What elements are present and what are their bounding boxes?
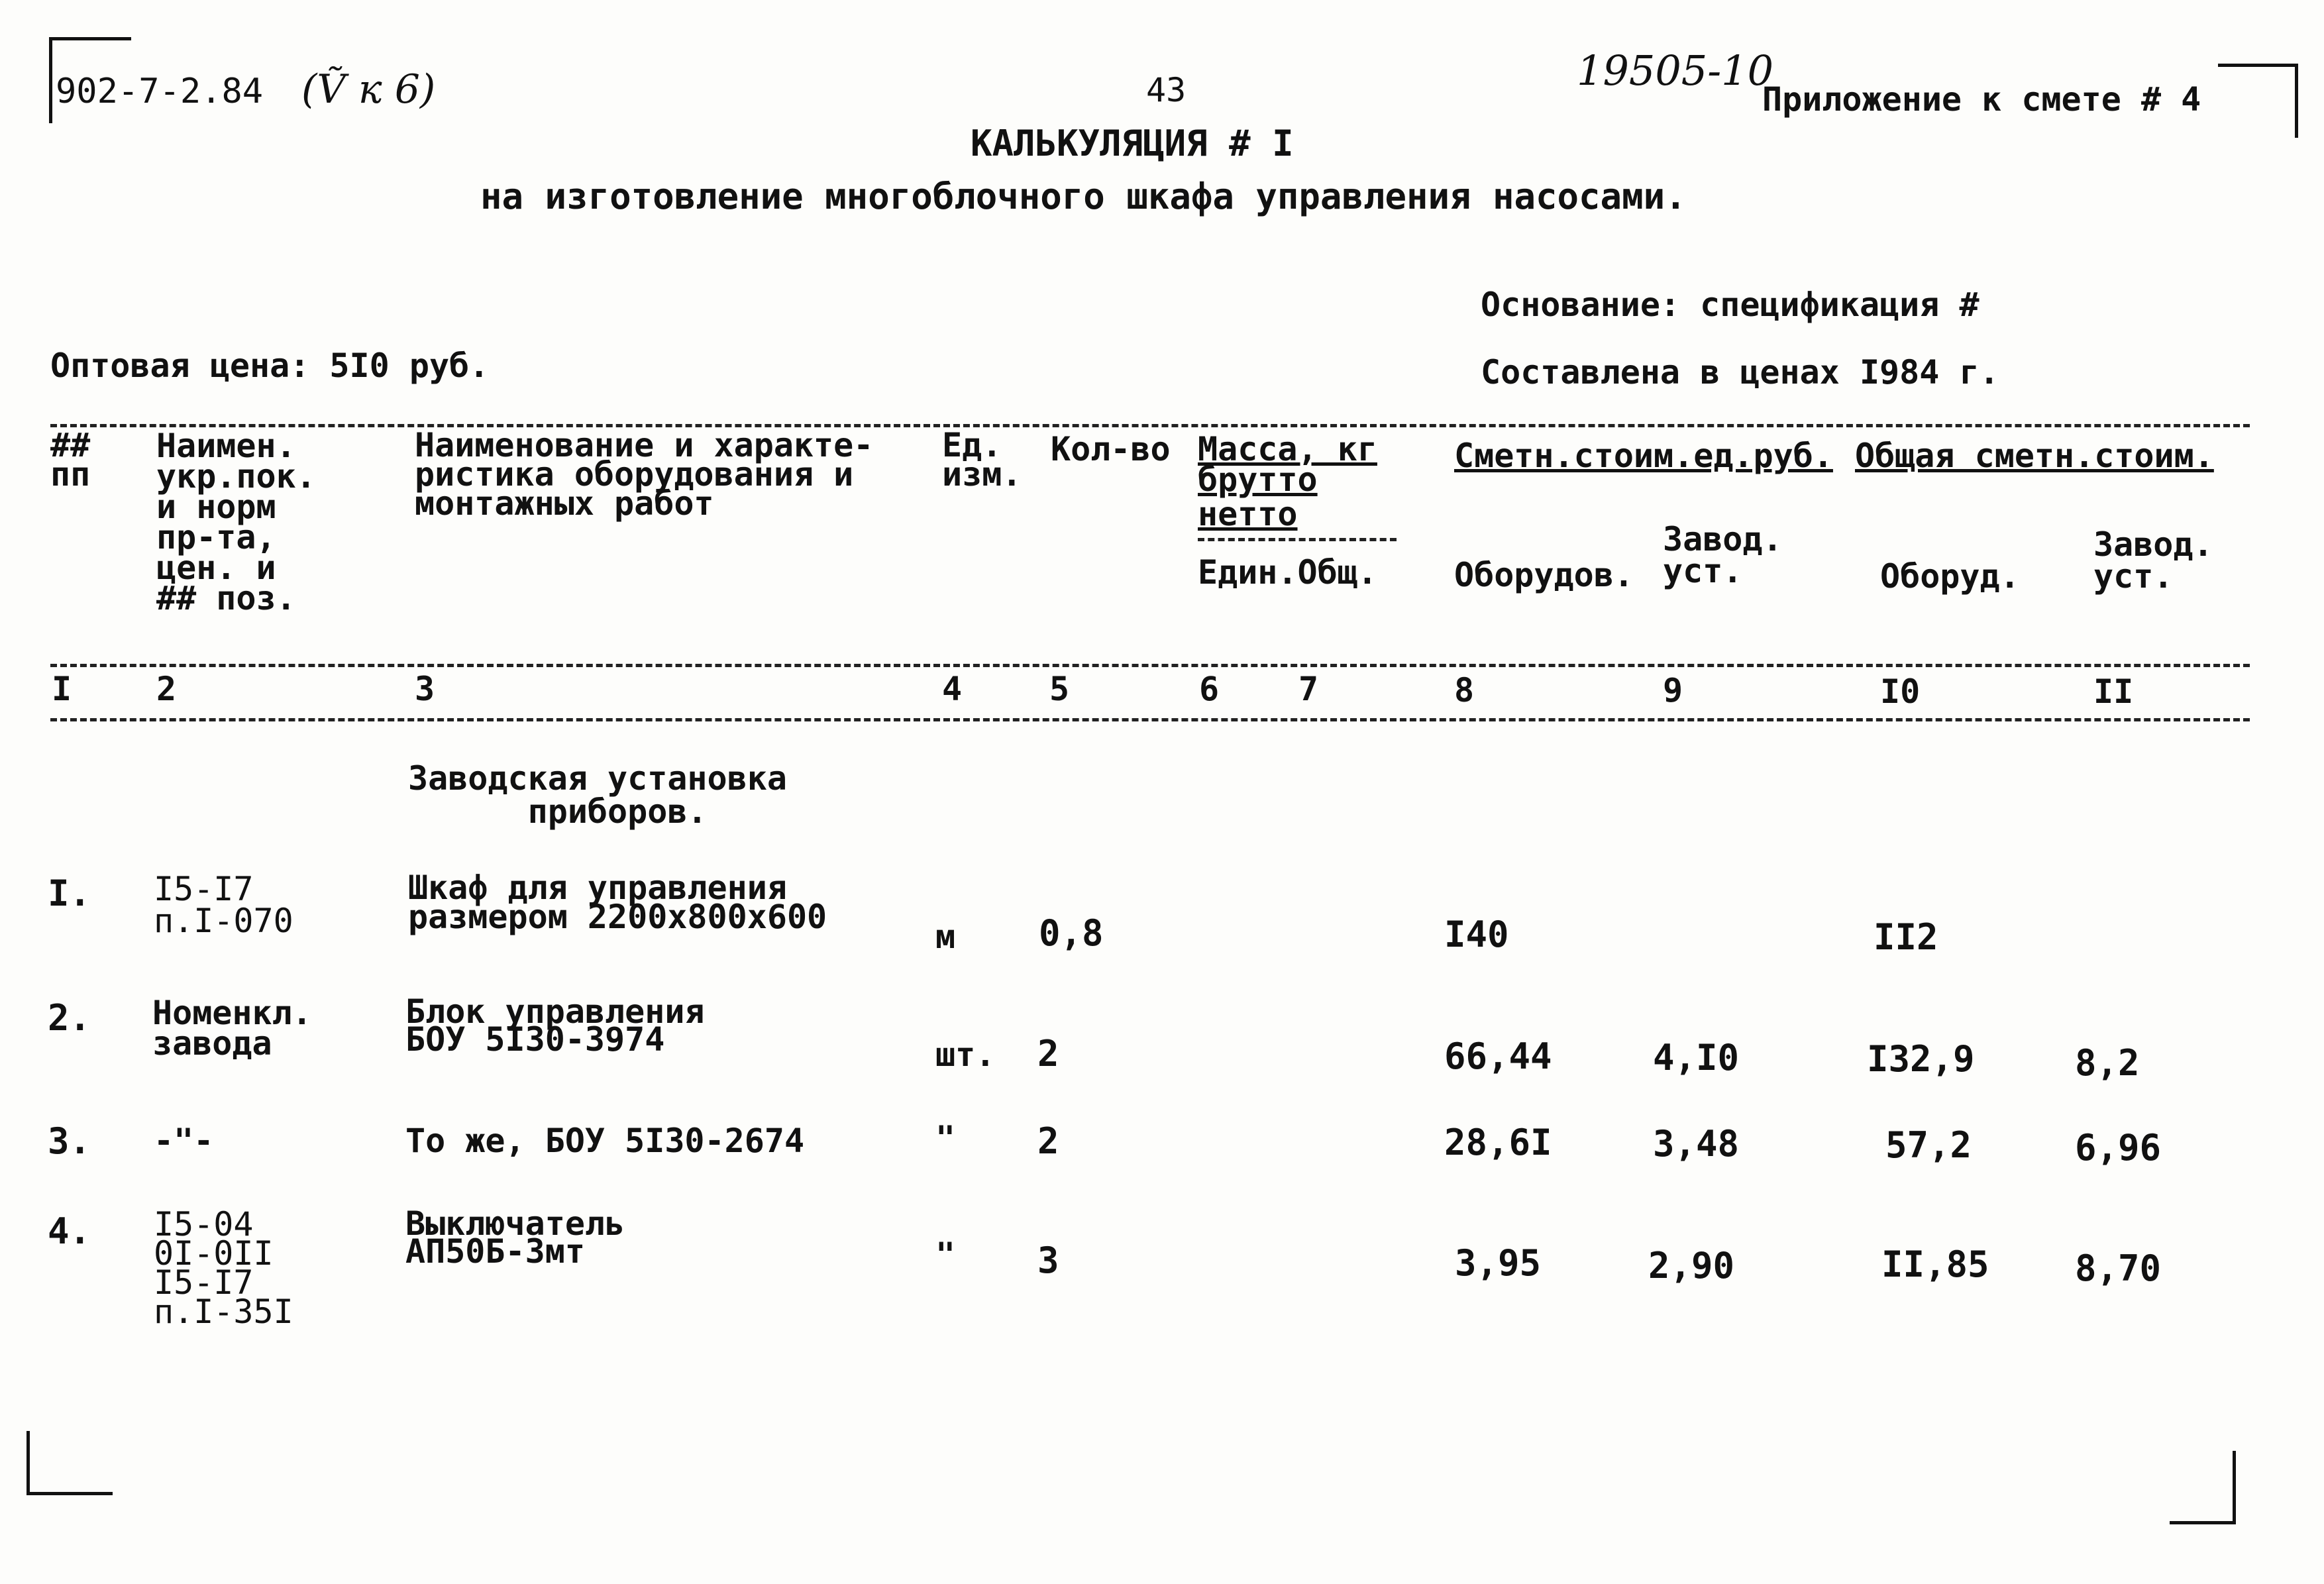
header-mass-gross: брутто bbox=[1198, 460, 1318, 499]
corner-bracket-top-left-h bbox=[49, 37, 131, 40]
table-rule-colnum-bottom bbox=[50, 718, 2250, 721]
corner-bracket-bottom-left-h bbox=[26, 1492, 113, 1495]
corner-bracket-top-right-v bbox=[2295, 64, 2298, 138]
col-number-4: 4 bbox=[942, 670, 963, 708]
row2-install-total: 8,2 bbox=[2075, 1042, 2140, 1084]
row3-name: То же, БОУ 5I30-2674 bbox=[405, 1122, 805, 1160]
appendix-label: Приложение к смете # 4 bbox=[1762, 80, 2201, 119]
col-number-11: II bbox=[2093, 672, 2134, 711]
header-col2: Наимен. укр.пок. и норм пр-та, цен. и ## поз. bbox=[156, 427, 316, 617]
row2-num: 2. bbox=[48, 997, 91, 1039]
row3-equip-unit-cost: 28,6I bbox=[1444, 1122, 1552, 1163]
row4-num: 4. bbox=[48, 1210, 91, 1252]
row3-num: 3. bbox=[48, 1120, 91, 1162]
page-number: 43 bbox=[1146, 71, 1187, 109]
row4-code: I5-04 0I-0II I5-I7 п.I-35I bbox=[154, 1205, 293, 1331]
row4-equip-unit-cost: 3,95 bbox=[1455, 1242, 1542, 1284]
row1-equip-total: II2 bbox=[1874, 916, 1938, 958]
document-title: КАЛЬКУЛЯЦИЯ # I bbox=[971, 123, 1294, 164]
row2-unit: шт. bbox=[935, 1035, 996, 1074]
header-col8: Оборудов. bbox=[1454, 556, 1634, 594]
corner-bracket-top-right-h bbox=[2218, 64, 2298, 67]
col-number-10: I0 bbox=[1880, 672, 1921, 711]
wholesale-price: Оптовая цена: 5I0 руб. bbox=[50, 346, 490, 385]
header-col11: Завод. уст. bbox=[2093, 525, 2213, 596]
mass-subrule bbox=[1198, 538, 1397, 541]
row4-name: Выключатель АП50Б-3мт bbox=[405, 1204, 625, 1271]
row2-code: Номенкл. завода bbox=[152, 994, 312, 1063]
col-number-1: I bbox=[52, 670, 72, 708]
col-number-3: 3 bbox=[415, 670, 435, 708]
row3-qty: 2 bbox=[1037, 1120, 1059, 1162]
header-unit-cost: Сметн.стоим.ед.руб. bbox=[1454, 437, 1833, 475]
row4-equip-total: II,85 bbox=[1881, 1243, 1989, 1285]
corner-bracket-top-left-v bbox=[49, 38, 52, 123]
row2-install-unit-cost: 4,I0 bbox=[1653, 1037, 1740, 1079]
row1-name: Шкаф для управления размером 2200х800х600 bbox=[408, 869, 827, 936]
table-rule-header-bottom bbox=[50, 664, 2250, 667]
section-title: Заводская установка приборов. bbox=[408, 759, 787, 831]
header-col5: Кол-во bbox=[1051, 430, 1171, 468]
row3-unit: " bbox=[935, 1119, 956, 1157]
col-number-5: 5 bbox=[1049, 670, 1070, 708]
corner-bracket-bottom-right-h bbox=[2170, 1521, 2236, 1524]
row4-install-total: 8,70 bbox=[2075, 1247, 2162, 1289]
col-number-8: 8 bbox=[1454, 671, 1475, 710]
stamp-number: 19505-10 bbox=[1577, 46, 1774, 95]
header-col9: Завод. уст. bbox=[1663, 520, 1783, 590]
header-mass-unit-total: Един.Общ. bbox=[1198, 553, 1377, 592]
row2-equip-unit-cost: 66,44 bbox=[1444, 1035, 1552, 1077]
row2-name: Блок управления БОУ 5I30-3974 bbox=[405, 992, 705, 1059]
table-rule-top bbox=[50, 424, 2250, 427]
document-code: 902-7-2.84 bbox=[56, 72, 264, 111]
header-col3: Наименование и характе- ристика оборудования и монтажных работ bbox=[415, 426, 874, 523]
col-number-2: 2 bbox=[156, 670, 177, 708]
row4-unit: " bbox=[935, 1236, 956, 1274]
header-col4: Ед. изм. bbox=[942, 426, 1022, 494]
header-col1: ## пп bbox=[50, 426, 91, 494]
row1-equip-unit-cost: I40 bbox=[1444, 914, 1509, 955]
col-number-6: 6 bbox=[1199, 670, 1220, 708]
row1-num: I. bbox=[48, 872, 91, 914]
row3-code: -"- bbox=[154, 1122, 214, 1160]
col-number-9: 9 bbox=[1663, 671, 1683, 710]
header-mass: Масса, кг bbox=[1198, 430, 1377, 468]
row4-install-unit-cost: 2,90 bbox=[1648, 1245, 1735, 1287]
row4-qty: 3 bbox=[1037, 1240, 1059, 1281]
col-number-7: 7 bbox=[1298, 670, 1319, 708]
handwritten-note: (Ṽ к 6) bbox=[301, 66, 436, 113]
corner-bracket-bottom-left-v bbox=[26, 1431, 30, 1495]
prices-year-label: Составлена в ценах I984 г. bbox=[1481, 353, 1999, 392]
header-mass-net: нетто bbox=[1198, 495, 1298, 533]
basis-label: Основание: спецификация # bbox=[1481, 286, 1980, 324]
row3-install-total: 6,96 bbox=[2075, 1127, 2162, 1169]
row3-equip-total: 57,2 bbox=[1885, 1124, 1972, 1166]
row2-qty: 2 bbox=[1037, 1033, 1059, 1075]
row2-equip-total: I32,9 bbox=[1867, 1038, 1975, 1080]
document-subtitle: на изготовление многоблочного шкафа управления насосами. bbox=[480, 176, 1687, 217]
row3-install-unit-cost: 3,48 bbox=[1653, 1123, 1740, 1165]
header-total-cost: Общая сметн.стоим. bbox=[1855, 437, 2214, 475]
row1-unit: м bbox=[935, 918, 956, 956]
row1-code: I5-I7 п.I-070 bbox=[154, 870, 293, 940]
row1-qty: 0,8 bbox=[1039, 912, 1104, 954]
corner-bracket-bottom-right-v bbox=[2233, 1451, 2236, 1524]
header-col10: Оборуд. bbox=[1880, 557, 2020, 596]
